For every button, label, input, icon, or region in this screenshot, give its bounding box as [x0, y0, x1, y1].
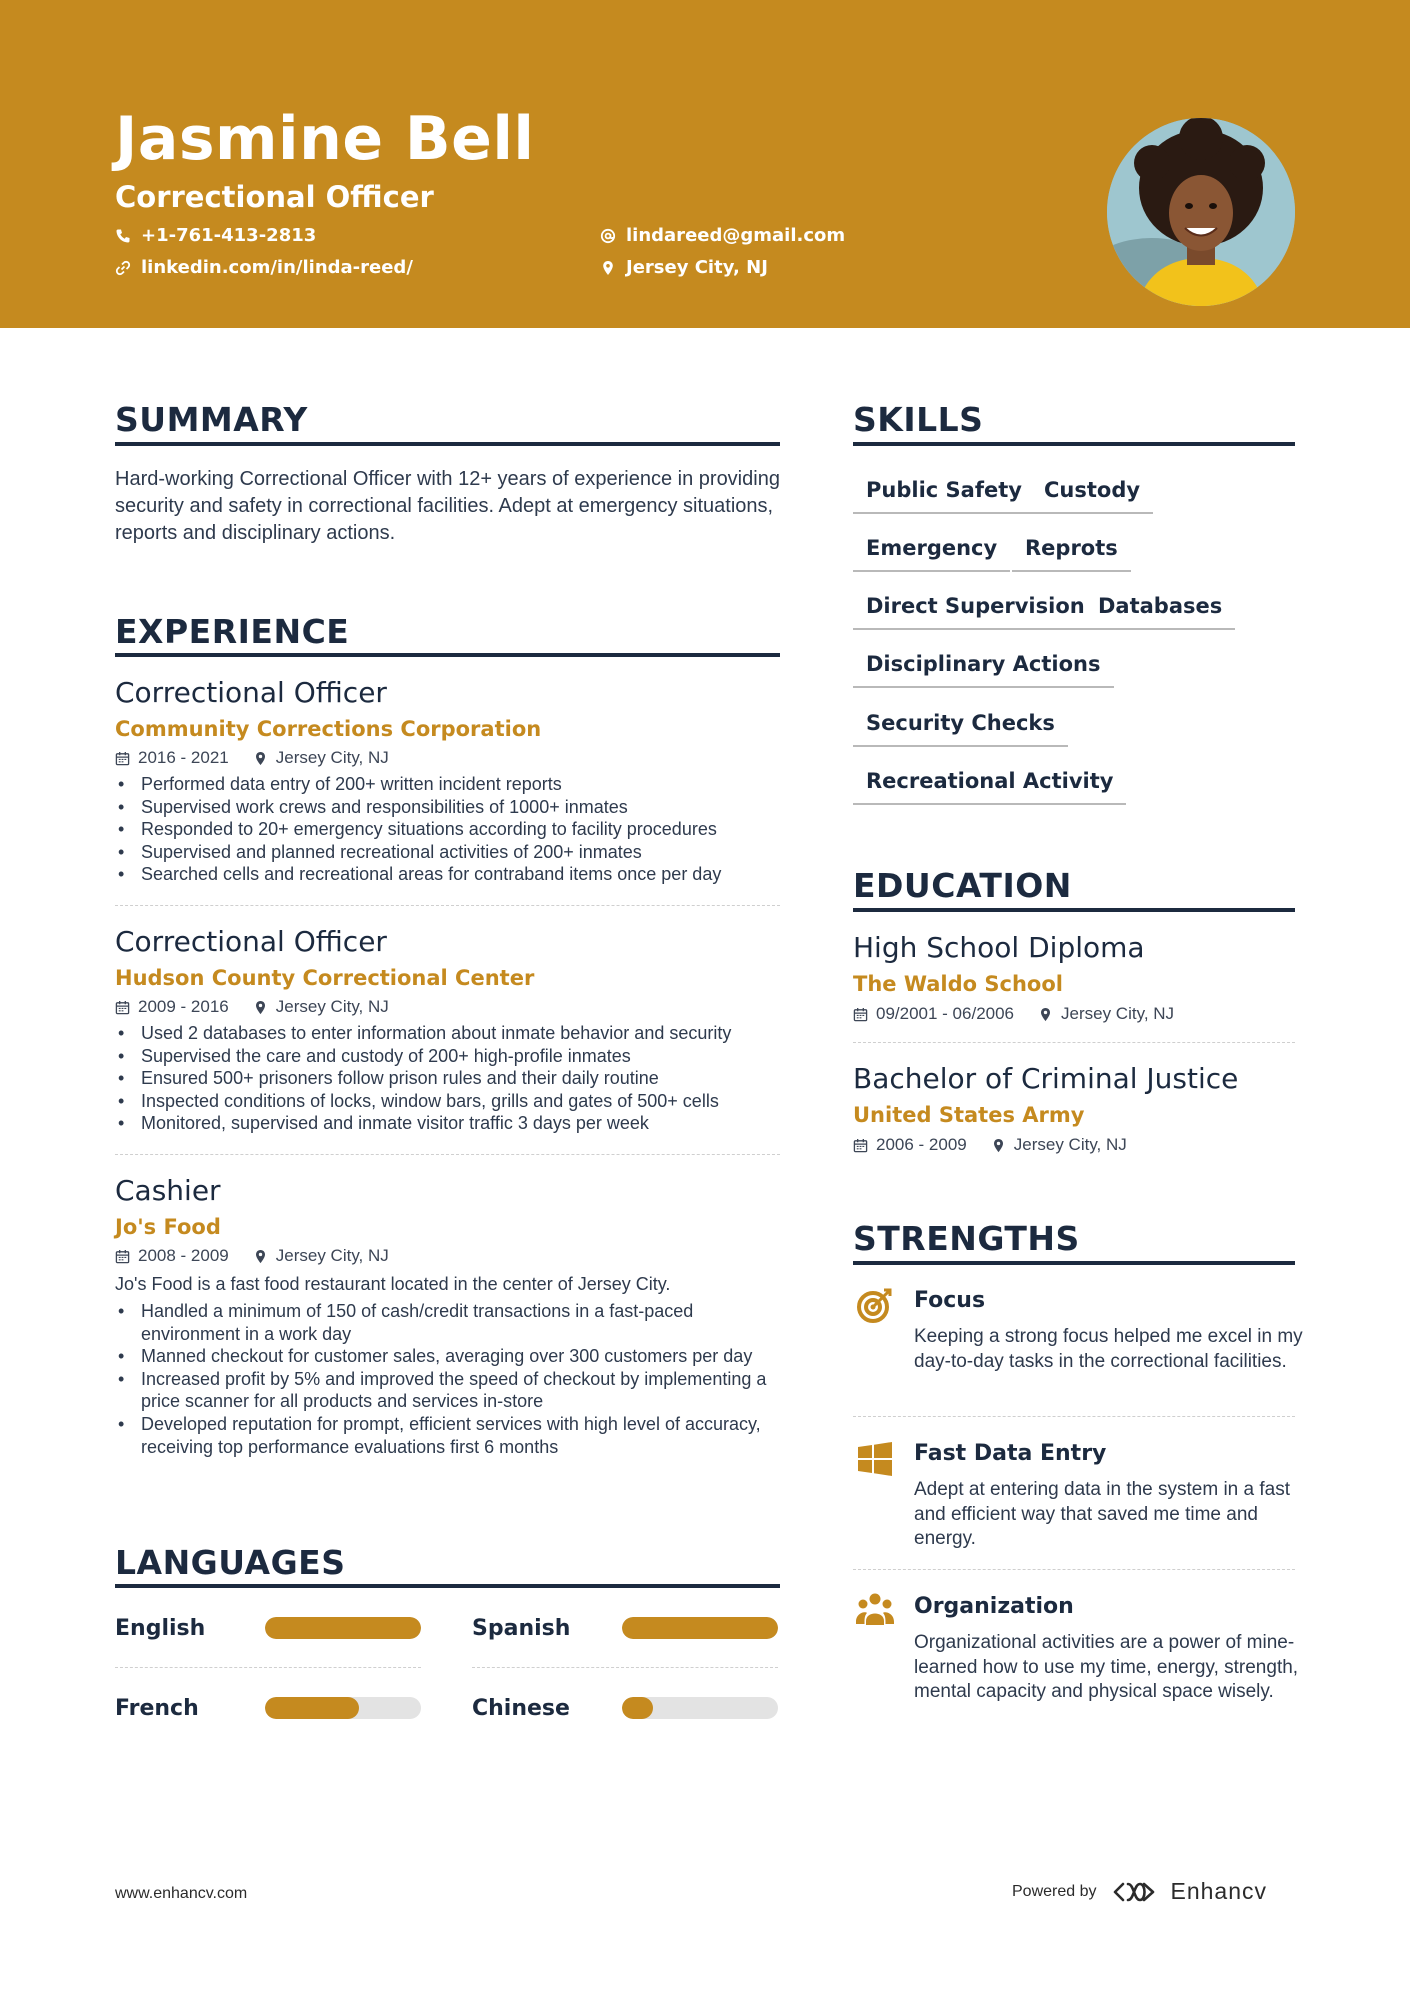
calendar-icon	[853, 1007, 868, 1022]
location-pin-icon	[991, 1138, 1006, 1153]
job-bullets	[115, 773, 785, 886]
strengths-rule	[853, 1261, 1295, 1265]
list-item: • Searched cells and recreational areas for contraband items once per day	[115, 863, 785, 886]
school-name: United States Army	[853, 1103, 1085, 1127]
link-icon	[115, 260, 131, 276]
phone-icon	[115, 228, 131, 244]
company-name: Jo's Food	[115, 1215, 221, 1239]
skill-tag: Recreational Activity	[853, 769, 1126, 805]
skill-tag: Databases	[1085, 594, 1235, 630]
candidate-title: Correctional Officer	[115, 180, 434, 214]
location-pin-icon	[253, 1000, 268, 1015]
calendar-icon	[115, 1249, 130, 1264]
location-pin-icon	[253, 751, 268, 766]
strength-description: Organizational activities are a power of mine-learned how to use my time, energy, strength, mental capacity and physical space wisely.	[914, 1632, 1299, 1702]
language-level-fill	[265, 1617, 421, 1639]
candidate-name: Jasmine Bell	[115, 104, 535, 174]
phone-text: +1-761-413-2813	[141, 225, 317, 246]
education-heading: EDUCATION	[853, 866, 1072, 905]
language-name: Spanish	[472, 1616, 571, 1641]
powered-by	[1012, 1878, 1267, 1905]
skills-heading: SKILLS	[853, 400, 984, 439]
job-meta	[115, 748, 389, 768]
list-item: • Monitored, supervised and inmate visitor traffic 3 days per week	[115, 1112, 785, 1135]
list-item: • Handled a minimum of 150 of cash/credit transactions in a fast-paced environment in a work day	[115, 1300, 785, 1345]
brand-name: Enhancv	[1170, 1878, 1268, 1904]
header-banner	[0, 0, 1410, 328]
list-item: • Used 2 databases to enter information about inmate behavior and security	[115, 1022, 785, 1045]
profile-photo	[1107, 118, 1295, 306]
email-contact[interactable]	[600, 225, 845, 246]
language-level-fill	[622, 1697, 653, 1719]
skill-tag: Disciplinary Actions	[853, 652, 1114, 688]
calendar-icon	[115, 1000, 130, 1015]
location-pin-icon	[1038, 1007, 1053, 1022]
strengths-heading: STRENGTHS	[853, 1219, 1080, 1258]
education-meta	[853, 1135, 1127, 1155]
job-location: Jersey City, NJ	[275, 997, 389, 1016]
job-bullets	[115, 1300, 785, 1458]
job-location: Jersey City, NJ	[275, 748, 389, 767]
target-icon	[856, 1286, 894, 1324]
education-location: Jersey City, NJ	[1013, 1135, 1127, 1154]
skill-tag: Emergency	[853, 536, 1010, 572]
summary-text: Hard-working Correctional Officer with 12+ years of experience in providing security and safety in correctional facilities. Adept at emergency situations, reports and disciplinary actions.	[115, 468, 780, 544]
degree-title: High School Diploma	[853, 931, 1145, 964]
summary-heading: SUMMARY	[115, 400, 308, 439]
divider	[115, 1154, 780, 1155]
email-text: lindareed@gmail.com	[626, 225, 846, 246]
skill-tag: Public Safety	[853, 478, 1035, 514]
job-description: Jo's Food is a fast food restaurant located in the center of Jersey City.	[115, 1274, 671, 1294]
job-dates: 2008 - 2009	[138, 1246, 229, 1265]
job-title: Correctional Officer	[115, 676, 387, 709]
powered-by-text: Powered by	[1012, 1882, 1097, 1900]
footer-website[interactable]: www.enhancv.com	[115, 1885, 248, 1902]
job-dates: 2009 - 2016	[138, 997, 229, 1016]
location-pin-icon	[600, 260, 616, 276]
location-pin-icon	[253, 1249, 268, 1264]
list-item: • Increased profit by 5% and improved the speed of checkout by implementing a price scanner for all products and services in-store	[115, 1368, 785, 1413]
strength-description: Adept at entering data in the system in a fast and efficient way that saved me time and energy.	[914, 1479, 1291, 1549]
language-level-bar	[622, 1697, 778, 1719]
job-location: Jersey City, NJ	[275, 1246, 389, 1265]
company-name: Hudson County Correctional Center	[115, 966, 535, 990]
job-title: Correctional Officer	[115, 925, 387, 958]
job-dates: 2016 - 2021	[138, 748, 229, 767]
list-item: • Supervised and planned recreational activities of 200+ inmates	[115, 841, 785, 864]
enhancv-logo-icon	[1111, 1879, 1157, 1905]
skill-tag: Direct Supervision	[853, 594, 1098, 630]
job-meta	[115, 997, 389, 1017]
strength-title: Focus	[914, 1288, 986, 1313]
phone-contact[interactable]	[115, 225, 316, 246]
job-title: Cashier	[115, 1174, 221, 1207]
strength-title: Organization	[914, 1594, 1074, 1619]
education-dates: 2006 - 2009	[876, 1135, 967, 1154]
list-item: • Responded to 20+ emergency situations according to facility procedures	[115, 818, 785, 841]
languages-rule	[115, 1584, 780, 1588]
group-icon	[856, 1591, 894, 1629]
location-text: Jersey City, NJ	[626, 257, 768, 278]
skills-rule	[853, 442, 1295, 446]
skill-tag: Security Checks	[853, 711, 1068, 747]
degree-title: Bachelor of Criminal Justice	[853, 1062, 1239, 1095]
calendar-icon	[853, 1138, 868, 1153]
strength-title: Fast Data Entry	[914, 1441, 1107, 1466]
divider	[115, 905, 780, 906]
education-meta	[853, 1004, 1174, 1024]
language-level-fill	[265, 1697, 359, 1719]
language-name: Chinese	[472, 1696, 570, 1721]
divider	[472, 1667, 778, 1668]
list-item: • Ensured 500+ prisoners follow prison rules and their daily routine	[115, 1067, 785, 1090]
school-name: The Waldo School	[853, 972, 1063, 996]
language-name: French	[115, 1696, 199, 1721]
education-rule	[853, 908, 1295, 912]
skill-tag: Reprots	[1012, 536, 1131, 572]
list-item: • Supervised work crews and responsibilities of 1000+ inmates	[115, 796, 785, 819]
divider	[853, 1042, 1295, 1043]
divider	[853, 1416, 1295, 1417]
experience-heading: EXPERIENCE	[115, 612, 350, 651]
strength-description: Keeping a strong focus helped me excel in my day-to-day tasks in the correctional facilities.	[914, 1326, 1303, 1372]
job-bullets	[115, 1022, 785, 1135]
education-dates: 09/2001 - 06/2006	[876, 1004, 1015, 1023]
skill-tag: Custody	[1031, 478, 1153, 514]
list-item: • Performed data entry of 200+ written incident reports	[115, 773, 785, 796]
education-location: Jersey City, NJ	[1061, 1004, 1175, 1023]
divider	[115, 1667, 421, 1668]
windows-icon	[856, 1440, 894, 1478]
list-item: • Developed reputation for prompt, efficient services with high level of accuracy, receiving top performance evaluations first 6 months	[115, 1413, 785, 1458]
list-item: • Inspected conditions of locks, window bars, grills and gates of 500+ cells	[115, 1090, 785, 1113]
language-level-fill	[622, 1617, 778, 1639]
company-name: Community Corrections Corporation	[115, 717, 542, 741]
divider	[853, 1569, 1295, 1570]
language-level-bar	[265, 1697, 421, 1719]
job-meta	[115, 1246, 389, 1266]
language-name: English	[115, 1616, 206, 1641]
summary-rule	[115, 442, 780, 446]
at-icon	[600, 228, 616, 244]
calendar-icon	[115, 751, 130, 766]
linkedin-contact[interactable]	[115, 257, 413, 278]
language-level-bar	[265, 1617, 421, 1639]
list-item: • Supervised the care and custody of 200+ high-profile inmates	[115, 1045, 785, 1068]
languages-heading: LANGUAGES	[115, 1543, 346, 1582]
list-item: • Manned checkout for customer sales, averaging over 300 customers per day	[115, 1345, 785, 1368]
experience-rule	[115, 653, 780, 657]
location-contact	[600, 257, 768, 278]
linkedin-text: linkedin.com/in/linda-reed/	[141, 257, 413, 278]
language-level-bar	[622, 1617, 778, 1639]
